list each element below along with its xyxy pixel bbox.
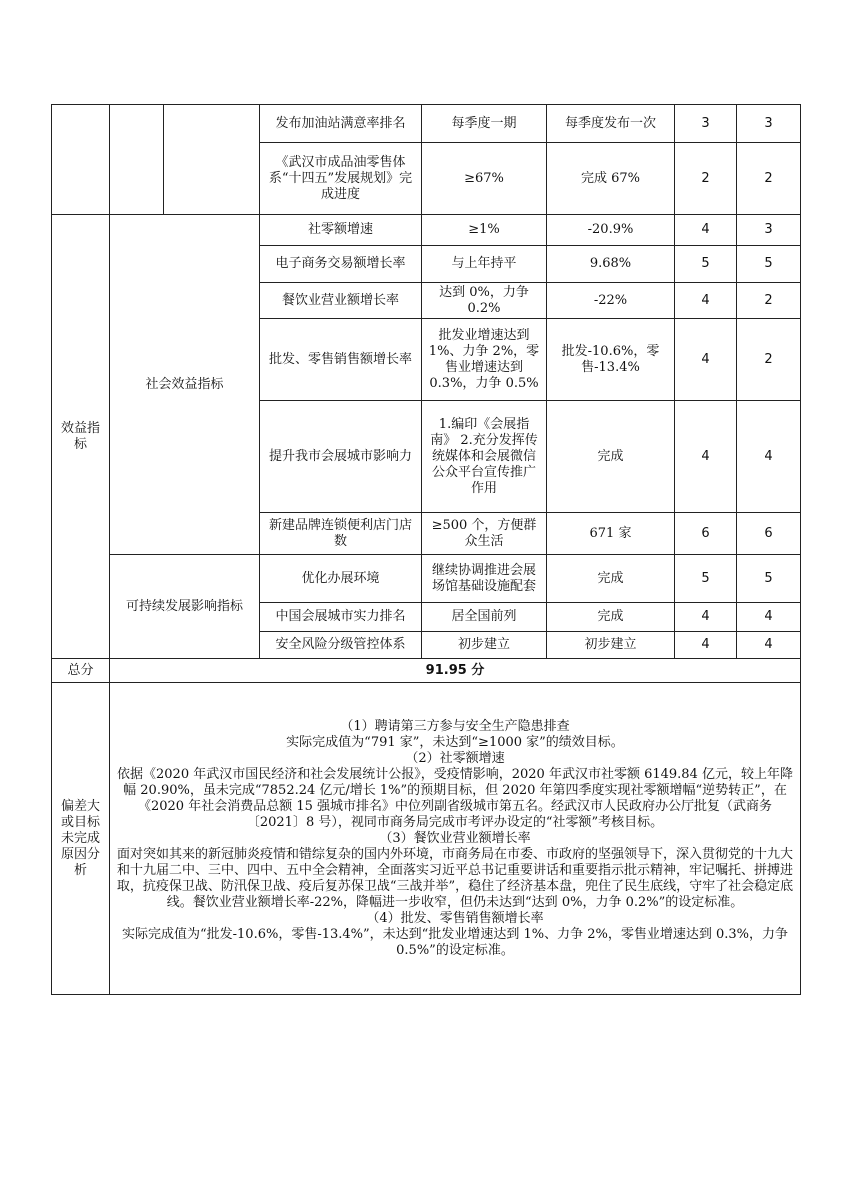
analysis-line: 面对突如其来的新冠肺炎疫情和错综复杂的国内外环境，市商务局在市委、市政府的坚强领导下，深入贯彻党的十九大和十九届二中、三中、四中、五中全会精神，全面落实习近平总书记重要讲话和重要指示批示精神，牢记嘱托、拼搏进取，抗疫保卫战、防汛保卫战、疫后复苏保卫战“三战并举”，稳住了经济基本盘，兜住了民生底线，守牢了社会稳定底线。餐饮业营业额增长率-22%，降幅进一步收窄，但仍未达到“达到 0%，力争 0.2%”的设定标准。 <box>116 846 794 910</box>
analysis-line: （3）餐饮业营业额增长率 <box>379 830 531 846</box>
indicator-cell: 社零额增速 <box>260 215 422 246</box>
indicator-cell: 电子商务交易额增长率 <box>260 246 422 283</box>
target-cell: 每季度一期 <box>422 105 547 143</box>
target-cell: ≥1% <box>422 215 547 246</box>
actual-cell: 完成 67% <box>547 143 675 215</box>
analysis-label: 偏差大或目标未完成原因分析 <box>52 683 110 995</box>
table-row <box>52 105 801 143</box>
target-cell: ≥67% <box>422 143 547 215</box>
indicator-cell: 新建品牌连锁便利店门店数 <box>260 513 422 555</box>
target-cell: ≥500 个，方便群众生活 <box>422 513 547 555</box>
total-label: 总分 <box>52 659 110 683</box>
target-cell: 批发业增速达到1%、力争 2%，零售业增速达到 0.3%，力争 0.5% <box>422 319 547 401</box>
actual-cell: 671 家 <box>547 513 675 555</box>
weight-cell: 4 <box>675 319 737 401</box>
score-cell: 4 <box>737 401 801 513</box>
total-score: 91.95 分 <box>110 659 801 683</box>
score-cell: 2 <box>737 283 801 319</box>
analysis-line: （2）社零额增速 <box>405 750 505 766</box>
score-cell: 4 <box>737 603 801 632</box>
total-row <box>52 659 801 683</box>
indicator-cell: 餐饮业营业额增长率 <box>260 283 422 319</box>
category-cell-empty <box>164 105 260 215</box>
target-cell: 初步建立 <box>422 632 547 659</box>
target-cell: 继续协调推进会展场馆基础设施配套 <box>422 555 547 603</box>
weight-cell: 5 <box>675 555 737 603</box>
level2-category-cell: 社会效益指标 <box>110 215 260 555</box>
analysis-line: 实际完成值为“批发-10.6%，零售-13.4%”，未达到“批发业增速达到 1%、力争 2%，零售业增速达到 0.3%，力争 0.5%”的设定标准。 <box>122 926 788 958</box>
analysis-row <box>52 683 801 995</box>
weight-cell: 4 <box>675 603 737 632</box>
score-cell: 5 <box>737 246 801 283</box>
actual-cell: 9.68% <box>547 246 675 283</box>
actual-cell: 批发-10.6%，零售-13.4% <box>547 319 675 401</box>
weight-cell: 5 <box>675 246 737 283</box>
actual-cell: 完成 <box>547 401 675 513</box>
actual-cell: -20.9% <box>547 215 675 246</box>
weight-cell: 4 <box>675 283 737 319</box>
indicator-cell: 《武汉市成品油零售体系“十四五”发展规划》完成进度 <box>260 143 422 215</box>
score-cell: 6 <box>737 513 801 555</box>
indicator-cell: 优化办展环境 <box>260 555 422 603</box>
weight-cell: 6 <box>675 513 737 555</box>
category-cell-empty <box>52 105 110 215</box>
score-cell: 3 <box>737 215 801 246</box>
actual-cell: 初步建立 <box>547 632 675 659</box>
indicator-cell: 批发、零售销售额增长率 <box>260 319 422 401</box>
indicator-cell: 安全风险分级管控体系 <box>260 632 422 659</box>
target-cell: 1.编印《会展指南》 2.充分发挥传统媒体和会展微信公众平台宣传推广作用 <box>422 401 547 513</box>
analysis-line: （1）聘请第三方参与安全生产隐患排查 <box>340 718 570 734</box>
actual-cell: 每季度发布一次 <box>547 105 675 143</box>
actual-cell: -22% <box>547 283 675 319</box>
score-cell: 2 <box>737 319 801 401</box>
analysis-text <box>110 683 801 995</box>
weight-cell: 2 <box>675 143 737 215</box>
weight-cell: 4 <box>675 215 737 246</box>
score-cell: 2 <box>737 143 801 215</box>
analysis-line: 依据《2020 年武汉市国民经济和社会发展统计公报》，受疫情影响，2020 年武汉市社零额 6149.84 亿元，较上年降幅 20.90%，虽未完成“7852.24 亿元/增长 1%”的预期目标，但 2020 年第四季度实现社零额增幅“逆势转正”，在《2020 年社会消费品总额 15 强城市排名》中位列副省级城市第五名。经武汉市人民政府办公厅批复（武商务〔2021〕8 号），视同市商务局完成市考评办设定的“社零额”考核目标。 <box>117 766 793 830</box>
target-cell: 与上年持平 <box>422 246 547 283</box>
table-row <box>52 555 801 603</box>
indicator-cell: 发布加油站满意率排名 <box>260 105 422 143</box>
indicator-cell: 提升我市会展城市影响力 <box>260 401 422 513</box>
weight-cell: 4 <box>675 401 737 513</box>
level2-category-cell: 可持续发展影响指标 <box>110 555 260 659</box>
weight-cell: 4 <box>675 632 737 659</box>
analysis-line: （4）批发、零售销售额增长率 <box>366 910 544 926</box>
target-cell: 居全国前列 <box>422 603 547 632</box>
score-cell: 4 <box>737 632 801 659</box>
score-cell: 5 <box>737 555 801 603</box>
actual-cell: 完成 <box>547 603 675 632</box>
analysis-line: 实际完成值为“791 家”，未达到“≥1000 家”的绩效目标。 <box>286 734 624 750</box>
weight-cell: 3 <box>675 105 737 143</box>
table-row <box>52 215 801 246</box>
indicator-cell: 中国会展城市实力排名 <box>260 603 422 632</box>
score-cell: 3 <box>737 105 801 143</box>
level1-category-cell: 效益指标 <box>52 215 110 659</box>
category-cell-empty <box>110 105 164 215</box>
performance-table <box>51 104 801 995</box>
target-cell: 达到 0%，力争 0.2% <box>422 283 547 319</box>
actual-cell: 完成 <box>547 555 675 603</box>
